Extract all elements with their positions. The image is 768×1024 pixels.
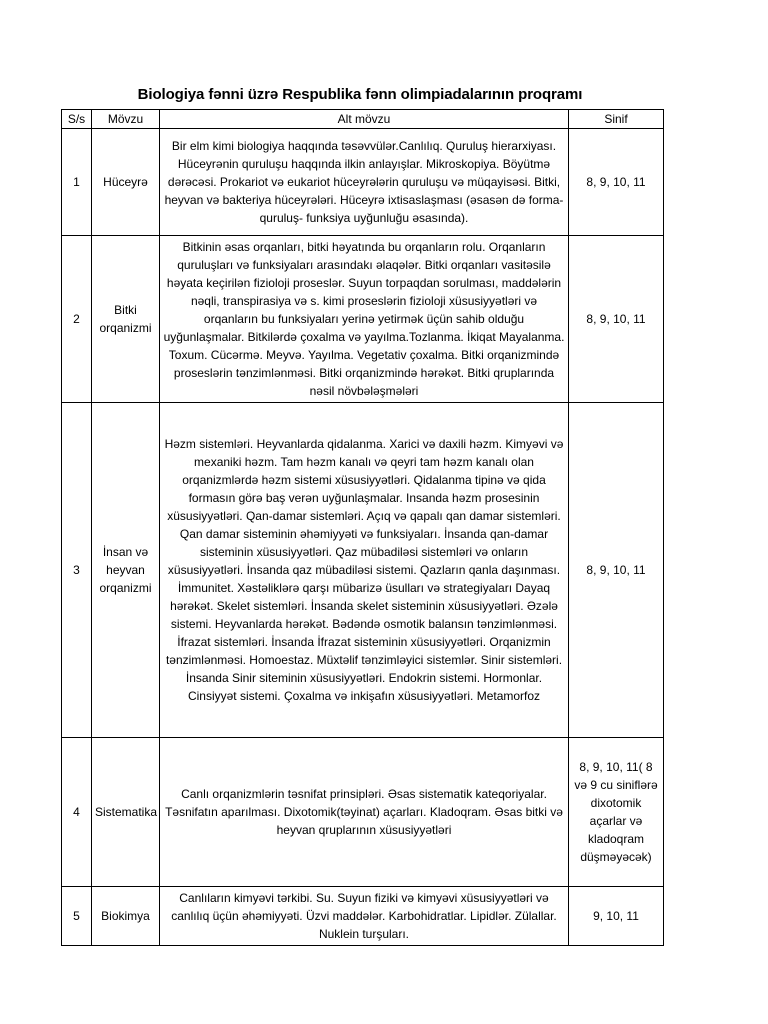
table-row xyxy=(62,129,664,236)
row-topic: Bitki orqanizmi xyxy=(92,236,160,403)
row-grade: 8, 9, 10, 11 xyxy=(569,403,664,738)
table-header-row xyxy=(62,110,664,129)
document-title: Biologiya fənni üzrə Respublika fənn olimpiadalarının proqramı xyxy=(137,86,583,103)
row-grade: 8, 9, 10, 11 xyxy=(569,129,664,236)
row-topic: Hüceyrə xyxy=(92,129,160,236)
table-row xyxy=(62,236,664,403)
header-number: S/s xyxy=(62,110,92,129)
row-subtopic: Həzm sistemləri. Heyvanlarda qidalanma. Xarici və daxili həzm. Kimyəvi və mexaniki həzm. Tam həzm kanalı və qeyri tam həzm kanalı olan orqanizmlərdə həzm sistemi xüsusiyyətləri. Qidalanma tipinə və qida formasın görə baş verən uyğunlaşmalar. Insanda həzm prosesinin xüsusiyyətləri. Qan-damar sistemləri. Açıq və qapalı qan damar sistemləri. Qan damar sisteminin əhəmiyyəti və funksiyaları. İnsanda qan-damar sisteminin xüsusiyyətləri. Qaz mübadiləsi sistemləri və onların xüsusiyyətləri. İnsanda qaz mübadiləsi sistemi. Qazların qanla daşınması. İmmunitet. Xəstəliklərə qarşı mübarizə üsulları və strategiyaları Dayaq hərəkət. Skelet sistemləri. İnsanda skelet sisteminin xüsusiyyətləri. Əzələ sistemi. Heyvanlarda hərəkət. Bədəndə osmotik balansın tənzimlənməsi. İfrazat sistemləri. İnsanda İfrazat sisteminin xüsusiyyətləri. Orqanizmin tənzimlənməsi. Homoestaz. Müxtəlif tənzimləyici sistemlər. Sinir sistemləri. İnsanda Sinir siteminin xüsusiyyətləri. Endokrin sistemi. Hormonlar. Cinsiyyət sistemi. Çoxalma və inkişafın xüsusiyyətləri. Metamorfoz xyxy=(160,403,569,738)
row-grade: 9, 10, 11 xyxy=(569,887,664,946)
row-number: 2 xyxy=(62,236,92,403)
row-number: 5 xyxy=(62,887,92,946)
row-topic: Biokimya xyxy=(92,887,160,946)
row-number: 4 xyxy=(62,738,92,887)
row-subtopic: Bir elm kimi biologiya haqqında təsəvvülər.Canlılıq. Quruluş hierarxiyası. Hüceyrənin quruluşu haqqında ilkin anlayışlar. Mikroskopiya. Böyütmə dərəcəsi. Prokariot və eukariot hüceyrələrin quruluşu və müqayisəsi. Bitki, heyvan və bakteriya hüceyrələri. Hüceyrə ixtisaslaşması (əsasən də forma-quruluş- funksiya uyğunluğu əsasında). xyxy=(160,129,569,236)
header-grade: Sinif xyxy=(569,110,664,129)
table-row xyxy=(62,403,664,738)
program-table xyxy=(61,109,664,946)
row-topic: İnsan və heyvan orqanizmi xyxy=(92,403,160,738)
row-topic: Sistematika xyxy=(92,738,160,887)
row-number: 3 xyxy=(62,403,92,738)
row-subtopic: Bitkinin əsas orqanları, bitki həyatında bu orqanların rolu. Orqanların quruluşları və funksiyaları arasındakı əlaqələr. Bitki orqanları vasitəsilə həyata keçirilən fizioloji proseslər. Suyun torpaqdan sorulması, maddələrin nəqli, transpirasiya və s. kimi proseslərin fizioloji xüsusiyyətləri və orqanların bu funksiyaları yerinə yetirmək üçün sahib olduğu uyğunlaşmalar. Bitkilərdə çoxalma və yayılma.Tozlanma. İkiqat Mayalanma. Toxum. Cücərmə. Meyvə. Yayılma. Vegetativ çoxalma. Bitki orqanizmində proseslərin tənzimlənməsi. Bitki orqanizmində hərəkət. Bitki qruplarında nəsil növbələşmələri xyxy=(160,236,569,403)
row-subtopic: Canlı orqanizmlərin təsnifat prinsipləri. Əsas sistematik kateqoriyalar. Təsnifatın aparılması. Dixotomik(təyinat) açarları. Kladoqram. Əsas bitki və heyvan qruplarının xüsusiyyətləri xyxy=(160,738,569,887)
row-subtopic: Canlıların kimyəvi tərkibi. Su. Suyun fiziki və kimyəvi xüsusiyyətləri və canlılıq üçün əhəmiyyəti. Üzvi maddələr. Karbohidratlar. Lipidlər. Zülallar. Nuklein turşuları. xyxy=(160,887,569,946)
row-grade: 8, 9, 10, 11( 8 və 9 cu siniflərə dixotomik açarlar və kladoqram düşməyəcək) xyxy=(569,738,664,887)
table-row xyxy=(62,887,664,946)
row-grade: 8, 9, 10, 11 xyxy=(569,236,664,403)
row-number: 1 xyxy=(62,129,92,236)
header-topic: Mövzu xyxy=(92,110,160,129)
table-row xyxy=(62,738,664,887)
header-subtopic: Alt mövzu xyxy=(160,110,569,129)
